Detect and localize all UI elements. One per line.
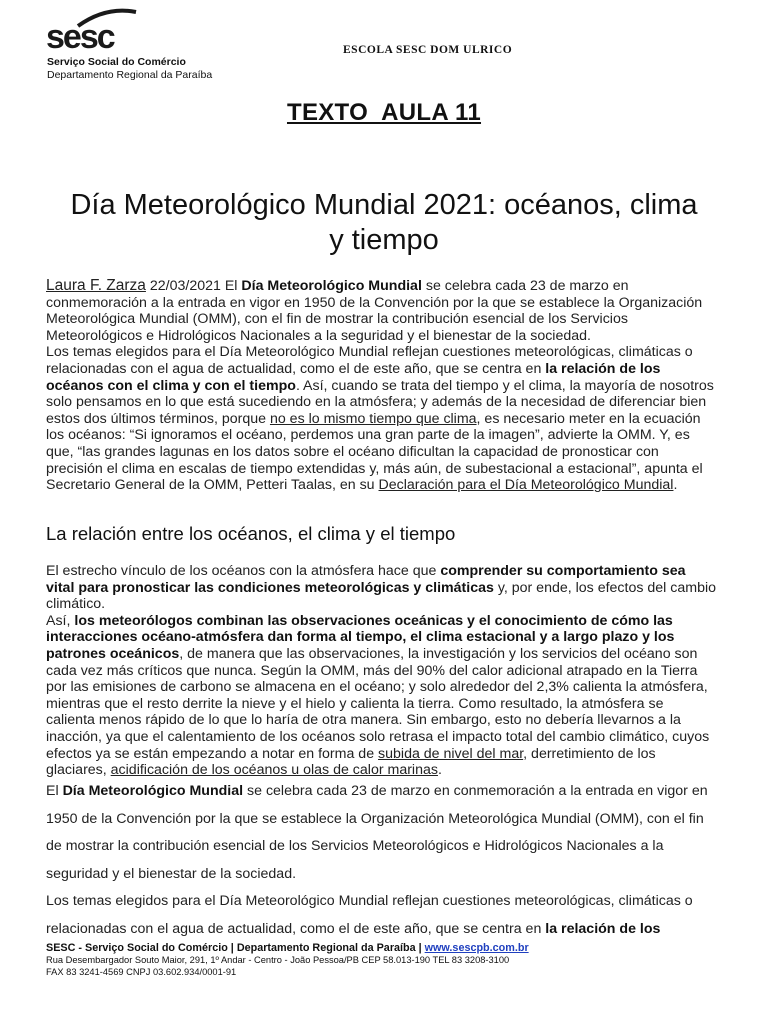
text: Los temas elegidos para el Día Meteorológico Mundial reflejan cuestiones meteorológicas, climáticas o relacionadas con el agua de actualidad, como el de este año, que se centra en: [46, 893, 693, 936]
sesc-logo: [46, 8, 136, 54]
text: se celebra cada 23 de marzo en conmemoración a la entrada en vigor en 1950 de la Convención por la que se establece la Organización Meteorológica Mundial (OMM), con el fin de mostrar la contribución esencial de los Servicios Meteorológicos e Hidrológicos Nacionales a la seguridad y el bienestar de la sociedad.: [46, 783, 708, 882]
lesson-title: TEXTO AULA 11: [286, 99, 482, 126]
footer-fax-cnpj: FAX 83 3241-4569 CNPJ 03.602.934/0001-91: [46, 967, 237, 977]
bold-text: Día Meteorológico Mundial: [241, 278, 422, 294]
text: .: [673, 477, 678, 494]
text: Los temas elegidos para el Día Meteorológico Mundial reflejan cuestiones meteorológicas, climáticas o relacionadas con el agua de actualidad, como el de este año, que se centra en: [46, 344, 693, 377]
paragraph-2: [46, 344, 716, 493]
text: , es necesario meter en la ecuación los océanos: “Si ignoramos el océano, perdemos una gran parte de la imagen”, advierte la OMM. Y, es que, “las grandes lagunas en los datos sobre el océano dificultan la capacidad de pronosticar con precisión el clima en escalas de tiempo extendidas y, más aún, de subestacional a estacional”, apunta el Secretario General de la OMM, Petteri Taalas, en su: [46, 410, 703, 494]
text: Así,: [46, 612, 75, 629]
paragraph-1: [46, 278, 716, 344]
author-name: Laura F. Zarza: [46, 277, 146, 294]
text: , derretimiento de los glaciares,: [46, 745, 656, 779]
bold-text: comprender su comportamiento sea vital para pronosticar las condiciones meteorológicas y climáticas: [46, 563, 686, 596]
bold-text: la relación de los: [545, 920, 661, 936]
footer-org-line: [46, 942, 726, 954]
footer-address: Rua Desembargador Souto Maior, 291, 1º Andar - Centro - João Pessoa/PB CEP 58.013-190 TEL 83 3208-3100: [46, 955, 510, 965]
footer-org-text: SESC - Serviço Social do Comércio | Departamento Regional da Paraíba |: [46, 942, 425, 954]
link-ocean-acidification[interactable]: acidificación de los océanos u olas de calor marinas: [110, 762, 438, 779]
article-repeat: [46, 778, 716, 936]
paragraph-5: [46, 778, 716, 888]
text: y, por ende, los efectos del cambio climático.: [46, 579, 717, 613]
paragraph-6: [46, 888, 716, 936]
text: El estrecho vínculo de los océanos con la atmósfera hace que: [46, 563, 441, 579]
text: se celebra cada 23 de marzo en conmemoración a la entrada en vigor en 1950 de la Convención por la que se establece la Organización Meteorológica Mundial (OMM), con el fin de mostrar la contribución esencial de los Servicios Meteorológicos e Hidrológicos Nacionales a la seguridad y el bienestar de la sociedad.: [46, 278, 703, 344]
article-intro: [46, 278, 716, 494]
org-department: Departamento Regional da Paraíba: [47, 69, 213, 81]
text: , de manera que las observaciones, la investigación y los servicios del océano son cada vez más críticos que nunca. Según la OMM, más del 90% del calor adicional atrapado en la Tierra por las emisiones de carbono se almacena en el océano; y solo alrededor del 2,3% calienta la atmósfera, mientras que el resto derrite la nieve y el hielo y calienta la tierra. Como resultado, la atmósfera se calienta menos rápido de lo que lo haría de otra manera. Sin embargo, esto no debería llevarnos a la inacción, ya que el calentamiento de los océanos solo retrasa el impacto total del cambio climático, cuyos efectos ya se están empezando a notar en forma de: [46, 645, 710, 762]
paragraph-4: [46, 613, 716, 779]
page-footer: [46, 942, 726, 978]
section-heading: La relación entre los océanos, el clima y el tiempo: [46, 523, 456, 544]
bold-text: los meteorólogos combinan las observaciones oceánicas y el conocimiento de cómo las interacciones océano-atmósfera dan forma al tiempo, el clima estacional y a largo plazo y los patrones oceánicos: [46, 612, 675, 662]
bold-text: la relación de los océanos con el clima y con el tiempo: [46, 360, 661, 394]
text: El: [46, 783, 63, 799]
article-section: [46, 563, 716, 779]
paragraph-3: [46, 563, 716, 613]
letterhead: [46, 8, 726, 88]
logo-wordmark: sesc: [46, 18, 114, 56]
bold-text: Día Meteorológico Mundial: [62, 783, 244, 799]
text: El: [220, 278, 242, 294]
article-title: Día Meteorológico Mundial 2021: océanos, clima y tiempo: [70, 189, 698, 256]
text: . Así, cuando se trata del tiempo y el clima, la mayoría de nosotros solo pensamos en lo que está sucediendo en la atmósfera; y además de la necesidad de diferenciar bien estos dos últimos términos, porque: [46, 377, 714, 427]
text: .: [437, 762, 442, 779]
org-name: Serviço Social do Comércio: [47, 56, 186, 68]
link-weather-vs-climate[interactable]: no es lo mismo tiempo que clima: [269, 410, 477, 427]
link-sea-level-rise[interactable]: subida de nivel del mar: [378, 745, 524, 762]
link-wmo-declaration[interactable]: Declaración para el Día Meteorológico Mundial: [378, 477, 674, 494]
website-link[interactable]: www.sescpb.com.br: [424, 942, 529, 954]
article-date: 22/03/2021: [145, 278, 221, 294]
school-name: ESCOLA SESC DOM ULRICO: [343, 44, 513, 56]
